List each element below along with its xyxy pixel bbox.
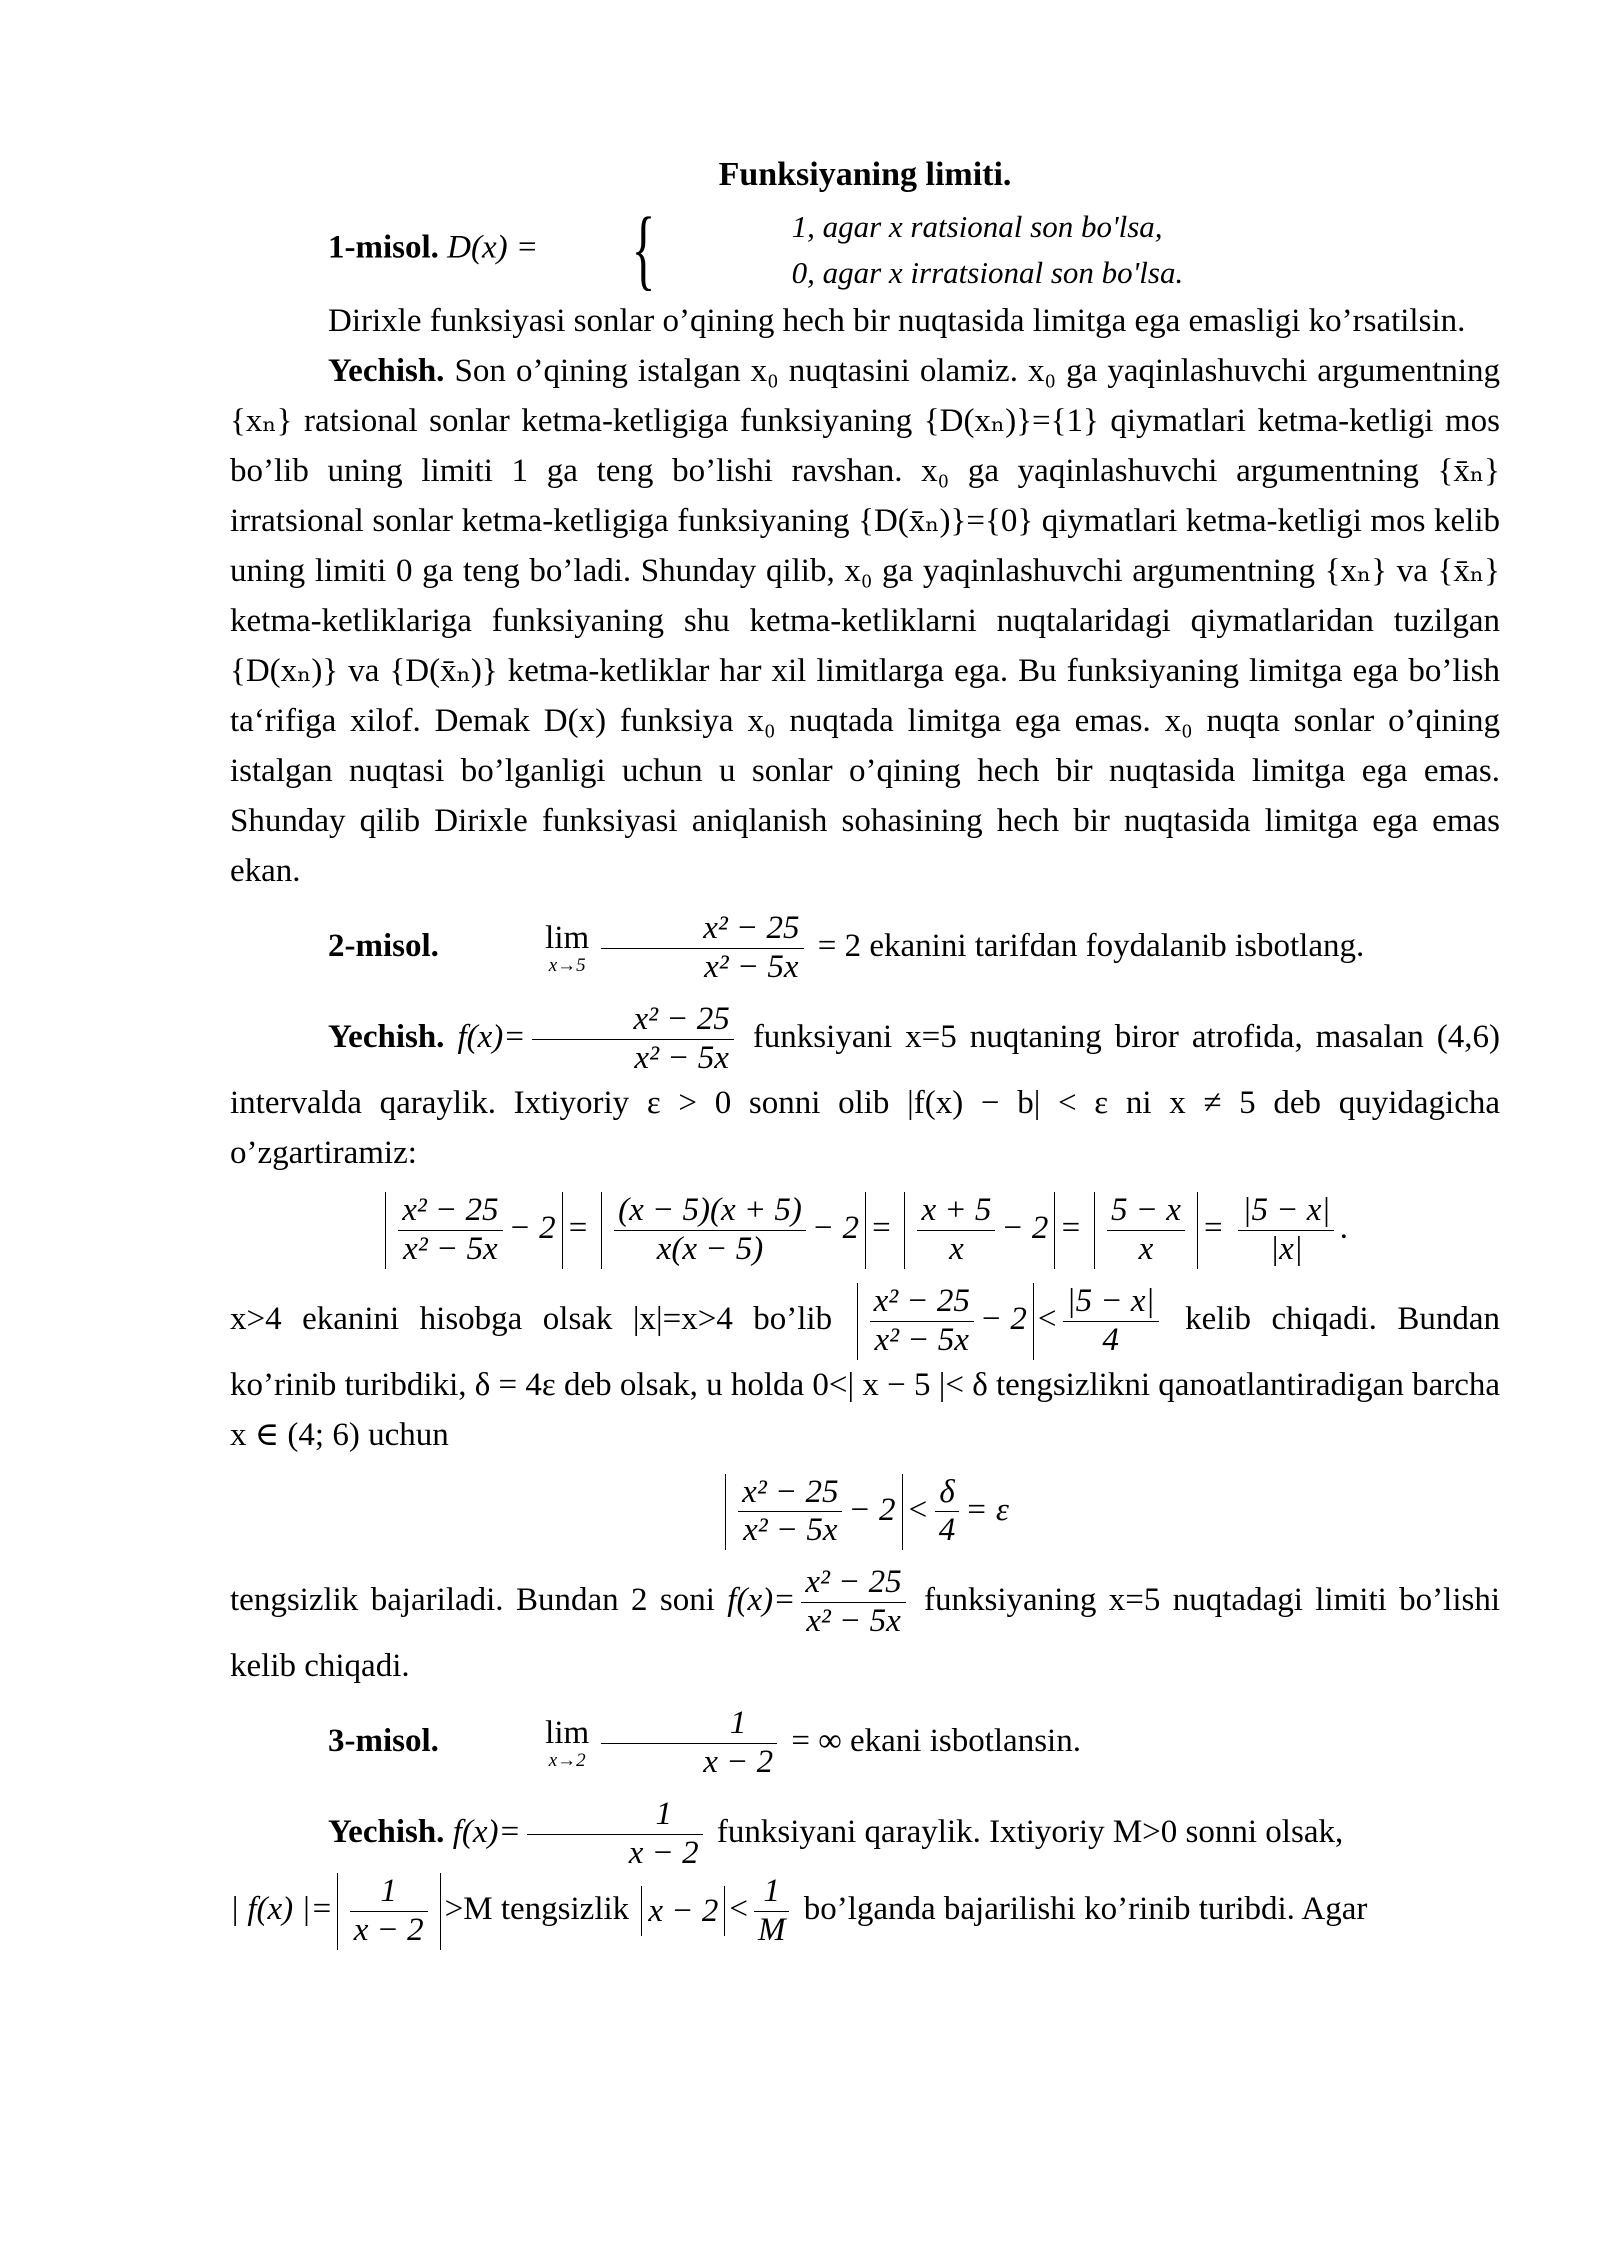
ex3-statement-tail: ekani isbotlansin. xyxy=(850,1723,1081,1760)
ex2-fraction: $\frac{\text{x² − 25}}{\text{x² − 5x}}$ xyxy=(601,910,803,987)
ex1-header xyxy=(230,200,1500,299)
ex3-label: 3-misol. xyxy=(328,1723,439,1760)
ex2-p3-a: x>4 ekanini hisobga olsak |x|=x>4 bo’lib xyxy=(230,1300,833,1337)
left-brace-icon: { xyxy=(632,200,656,299)
abs-term-3: $\frac{x + 5}{x}$ − 2 xyxy=(904,1192,1055,1269)
ex3-tail: bo’lganda bajarilishi ko’rinib turibdi. Agar xyxy=(803,1891,1368,1928)
ex3-sol-mid: funksiyani qaraylik. Ixtiyoriy M>0 sonni olsak, xyxy=(716,1814,1344,1851)
ex2-p3-abs: $\frac{\text{x² − 25}}{\text{x² − 5x}}$ − 2 xyxy=(857,1283,1034,1360)
ex2-chain: $\frac{\text{x² − 25}}{\text{x² − 5x}}$ − 2 = $\frac{(x - 5)(x + 5)}{x(x - 5)}$ − 2 = $\frac{x + 5}{x}$ − 2 = $\frac{5 - x}{x}$ = $\frac{|5 - x|}{|x|}$ . xyxy=(230,1192,1500,1269)
ex2-p3: x>4 ekanini hisobga olsak |x|=x>4 bo’lib $\frac{\text{x² − 25}}{\text{x² − 5x}}$ − 2 < $\frac{|5 - x|}{4}$ kelib chiqadi. Bundan ko’rinib turibdiki, δ = 4ε deb olsak, u holda 0<| x − 5 |< δ tengsizlikni qanoatlantiradigan barcha x ∈ (4; 6) uchun xyxy=(230,1282,1501,1453)
ex2-label: 2-misol. xyxy=(328,928,439,965)
ex3-p2: | f(x) |= $\frac{1}{x - 2}$ >M tengsizlik x − 2 < $\frac{1}{M}$ bo’lganda bajarilishi ko’rinib turibdi. Agar xyxy=(230,1873,1368,1948)
ex2-eq2: = 2 xyxy=(817,928,862,965)
ex1-sol-label: Yechish. xyxy=(328,353,445,389)
ex2-sol-label: Yechish. xyxy=(328,1018,445,1055)
ex1-case1: 1, agar x ratsional son bo'lsa, xyxy=(791,209,1163,244)
ex1-cases xyxy=(546,200,1184,299)
ex2-final-ineq: $\frac{\text{x² − 25}}{\text{x² − 5x}}$ − 2 < $\frac{\delta}{4}$ = ε xyxy=(230,1474,1500,1551)
ex2-sol-tail: funksiyani x=5 nuqtaning biror atrofida, masalan (4,6) intervalda qaraylik. Ixtiyoriy ε > 0 sonni olib |f(x) − b| < ε ni x ≠ 5 deb quyidagicha o’zgartiramiz: xyxy=(230,1018,1501,1171)
ex2-header xyxy=(230,910,1500,987)
ex3-header: 3-misol. lim x→2 $\frac{1}{x - 2}$ = ∞ ekani isbotlansin. xyxy=(328,1705,1081,1781)
ex2-p4-b: funksiyaning x=5 nuqtadagi limiti bo’lishi kelib chiqadi. xyxy=(230,1582,1501,1685)
ex1-statement: Dirixle funksiyasi sonlar o’qining hech bir nuqtasida limitga ega emasligi ko’rsatilsin. xyxy=(328,303,1466,339)
ex2-p4: tengsizlik bajariladi. Bundan 2 soni f(x)= $\frac{\text{x² − 25}}{\text{x² − 5x}}$ funksiyaning x=5 nuqtadagi limiti bo’lishi kelib chiqadi. xyxy=(230,1564,1501,1685)
abs-term-2: $\frac{(x - 5)(x + 5)}{x(x - 5)}$ − 2 xyxy=(601,1192,866,1269)
ex2-lim: lim x→5 xyxy=(545,919,590,977)
ex2-statement-tail: ekanini tarifdan foydalanib isbotlang. xyxy=(869,928,1365,965)
abs-term-5: $\frac{|5 - x|}{|x|}$ xyxy=(1238,1192,1334,1269)
ex3-sol-label: Yechish. xyxy=(328,1814,445,1851)
abs-term-4: $\frac{5 - x}{x}$ xyxy=(1094,1192,1198,1269)
ex1-sol-text: Son o’qining istalgan x₀ nuqtasini olamiz. x₀ ga yaqinlashuvchi argumentning {xₙ} ratsional sonlar ketma-ketligiga funksiyaning {D(xₙ)}={1} qiymatlari ketma-ketligi mos bo’lib uning limiti 1 ga teng bo’lishi ravshan. x₀ ga yaqinlashuvchi argumentning {x̄ₙ} irratsional sonlar ketma-ketligiga funksiyaning {D(x̄ₙ)}={0} qiymatlari ketma-ketligi mos kelib uning limiti 0 ga teng bo’ladi. Shunday qilib, x₀ ga yaqinlashuvchi argumentning {xₙ} va {x̄ₙ} ketma-ketliklariga funksiyaning shu ketma-ketliklarni nuqtalaridagi qiymatlaridan tuzilgan {D(xₙ)} va {D(x̄ₙ)} ketma-ketliklar har xil limitlarga ega. Bu funksiyaning limitga ega bo’lish ta‘rifiga xilof. Demak D(x) funksiya x₀ nuqtada limitga ega emas. x₀ nuqta sonlar o’qining istalgan nuqtasi bo’lganligi uchun u sonlar o’qining hech bir nuqtasida limitga ega emas. Shunday qilib Dirixle funksiyasi aniqlanish sohasining hech bir nuqtasida limitga ega emas ekan. xyxy=(230,353,1500,889)
page-title: Funksiyaning limiti. xyxy=(718,156,1012,193)
ex2-fx: f(x)= xyxy=(457,1018,526,1055)
ex1-solution xyxy=(230,346,1500,896)
ex1-label: 1-misol. xyxy=(328,229,439,266)
ex3-solution: Yechish. f(x)= $\frac{1}{x - 2}$ funksiyani qaraylik. Ixtiyoriy M>0 sonni olsak, xyxy=(328,1796,1344,1872)
abs-term-1: $\frac{\text{x² − 25}}{\text{x² − 5x}}$ − 2 xyxy=(385,1192,562,1269)
ex2-solution xyxy=(230,1001,1500,1178)
ex2-p3-b: kelib chiqadi. Bundan ko’rinib turibdiki, δ = 4ε deb olsak, u holda 0<| x − 5 |< δ tengsizlikni qanoatlantiradigan barcha x ∈ (4; 6) uchun xyxy=(230,1300,1501,1453)
ex1-case2: 0, agar x irratsional son bo'lsa. xyxy=(791,255,1184,290)
ex2-p3-fraction: $\frac{|5 - x|}{4}$ xyxy=(1063,1283,1159,1360)
ex1-func: D(x) = xyxy=(447,229,539,266)
ex2-fx-fraction: $\frac{\text{x² − 25}}{\text{x² − 5x}}$ xyxy=(532,1001,734,1078)
ex3-lim: lim x→2 xyxy=(545,1715,590,1772)
document-page xyxy=(230,150,1500,1950)
ex2-p4-a: tengsizlik bajariladi. Bundan 2 soni xyxy=(230,1582,715,1619)
